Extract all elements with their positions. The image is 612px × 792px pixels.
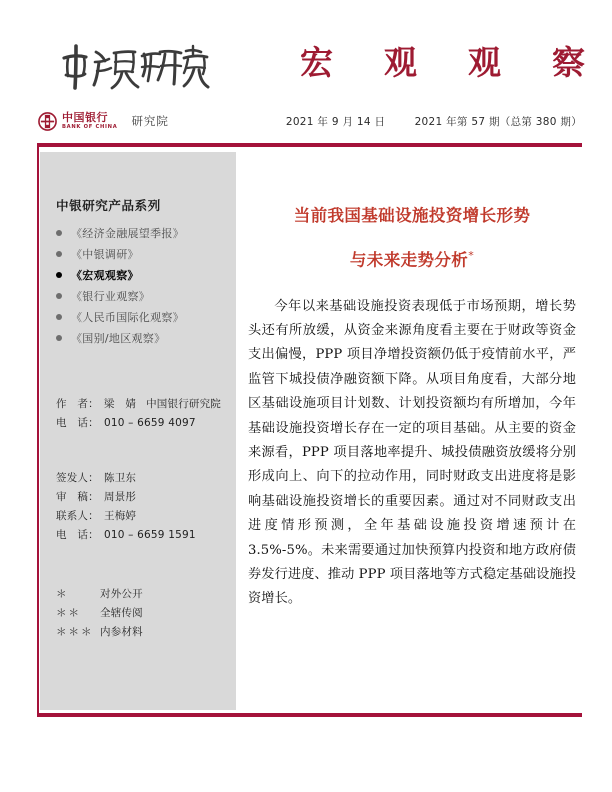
legend-mark: ＊ xyxy=(56,588,69,600)
legend-text: 全辖传阅 xyxy=(100,607,143,619)
page-title-line-1: 当前我国基础设施投资增长形势 xyxy=(293,206,531,225)
bank-of-china-emblem xyxy=(38,112,57,131)
bullet-icon xyxy=(56,272,62,278)
reviewer-label: 审 稿： xyxy=(56,491,99,503)
sidebar-item-country-region-observation[interactable] xyxy=(40,327,236,348)
contact-phone-value: 010 – 6659 1591 xyxy=(104,529,196,541)
title-footnote-marker: * xyxy=(468,249,475,262)
author-block xyxy=(56,396,236,434)
sidebar-item-macro-observation[interactable] xyxy=(40,264,236,285)
distribution-legend xyxy=(56,586,236,643)
author-name: 梁 婧 xyxy=(104,398,137,410)
sidebar-item-label: 《宏观观察》 xyxy=(71,268,139,282)
main-content xyxy=(248,152,576,710)
author-label: 作 者： xyxy=(56,398,99,410)
divider-top-red xyxy=(37,143,582,147)
publication-date: 2021 年 9 月 14 日 xyxy=(285,116,386,128)
legend-mark: ＊＊＊ xyxy=(56,626,94,638)
bullet-icon xyxy=(56,230,62,236)
contact-row xyxy=(56,508,228,527)
sidebar-item-economic-outlook[interactable] xyxy=(40,222,236,243)
page-title-line-2-text: 与未来走势分析 xyxy=(349,250,469,270)
legend-row-public xyxy=(56,586,228,605)
divider-left-red xyxy=(37,143,39,717)
sidebar-item-label: 《国别/地区观察》 xyxy=(71,331,166,345)
sidebar-item-rmb-internationalization[interactable] xyxy=(40,306,236,327)
page-title-line-2 xyxy=(248,236,576,281)
sidebar-item-label: 《银行业观察》 xyxy=(71,289,151,303)
abstract-paragraph: 今年以来基础设施投资表现低于市场预期，增长势头还有所放缓，从资金来源角度看主要在于财政等资金支出偏慢，PPP 项目净增投资额仍低于疫情前水平，严监管下城投债净融资额下降。从项目角度看，大部分地区基础设施项目计划数、计划投资额均有所增加，今年基础设施投资增长存在一定的项目基础。从主要的资金来源看，PPP 项目落地率提升、城投债融资放缓将分别形成向上、向下的拉动作用，同时财政支出进度将是影响基础设施投资增长的重要因素。通过对不同财政支出进度情形预测，全年基础设施投资增速预计在 3.5%-5%。未来需要通过加快预算内投资和地方政府债券发行进度、推动 PPP 项目落地等方式稳定基础设施投资增长。 xyxy=(248,298,576,607)
brand-calligraphy-logo xyxy=(56,38,216,96)
author-phone-label: 电 话： xyxy=(56,417,99,429)
divider-bottom-red xyxy=(37,713,582,717)
product-series-list xyxy=(40,222,236,348)
signer-block xyxy=(56,470,236,546)
sidebar xyxy=(40,152,236,710)
contact-label: 联系人： xyxy=(56,510,99,522)
sidebar-item-label: 《中银调研》 xyxy=(71,247,139,261)
sidebar-heading: 中银研究产品系列 xyxy=(56,198,161,213)
boc-logo-row xyxy=(38,108,169,134)
bullet-icon xyxy=(56,251,62,257)
sidebar-item-label: 《经济金融展望季报》 xyxy=(71,226,184,240)
issuer-row xyxy=(56,470,228,489)
reviewer-value: 周景彤 xyxy=(104,491,137,503)
sidebar-item-boc-survey[interactable] xyxy=(40,243,236,264)
bullet-icon xyxy=(56,293,62,299)
issuer-value: 陈卫东 xyxy=(104,472,137,484)
institute-label: 研究院 xyxy=(131,114,169,128)
author-phone-row xyxy=(56,415,228,434)
author-phone-value: 010 – 6659 4097 xyxy=(104,417,196,429)
author-affiliation: 中国银行研究院 xyxy=(146,398,222,410)
reviewer-row xyxy=(56,489,228,508)
bullet-icon xyxy=(56,335,62,341)
boc-name-cn: 中国银行 xyxy=(62,110,108,124)
legend-row-internal-circulation xyxy=(56,605,228,624)
boc-wordmark xyxy=(62,112,117,130)
legend-text: 内参材料 xyxy=(100,626,143,638)
boc-name-en: BANK OF CHINA xyxy=(62,123,118,130)
contact-phone-row xyxy=(56,527,228,546)
sidebar-item-label: 《人民币国际化观察》 xyxy=(71,310,184,324)
issue-line xyxy=(286,114,582,129)
masthead xyxy=(0,0,612,140)
bullet-icon xyxy=(56,314,62,320)
journal-title: 宏 观 观 察 xyxy=(300,43,594,82)
legend-row-restricted xyxy=(56,624,228,643)
contact-phone-label: 电 话： xyxy=(56,529,99,541)
contact-value: 王梅婷 xyxy=(104,510,137,522)
issuer-label: 签发人： xyxy=(56,472,99,484)
sidebar-item-banking-observation[interactable] xyxy=(40,285,236,306)
legend-text: 对外公开 xyxy=(100,588,143,600)
issue-number: 2021 年第 57 期（总第 380 期） xyxy=(414,116,582,128)
legend-mark: ＊＊ xyxy=(56,607,81,619)
author-row xyxy=(56,396,228,415)
